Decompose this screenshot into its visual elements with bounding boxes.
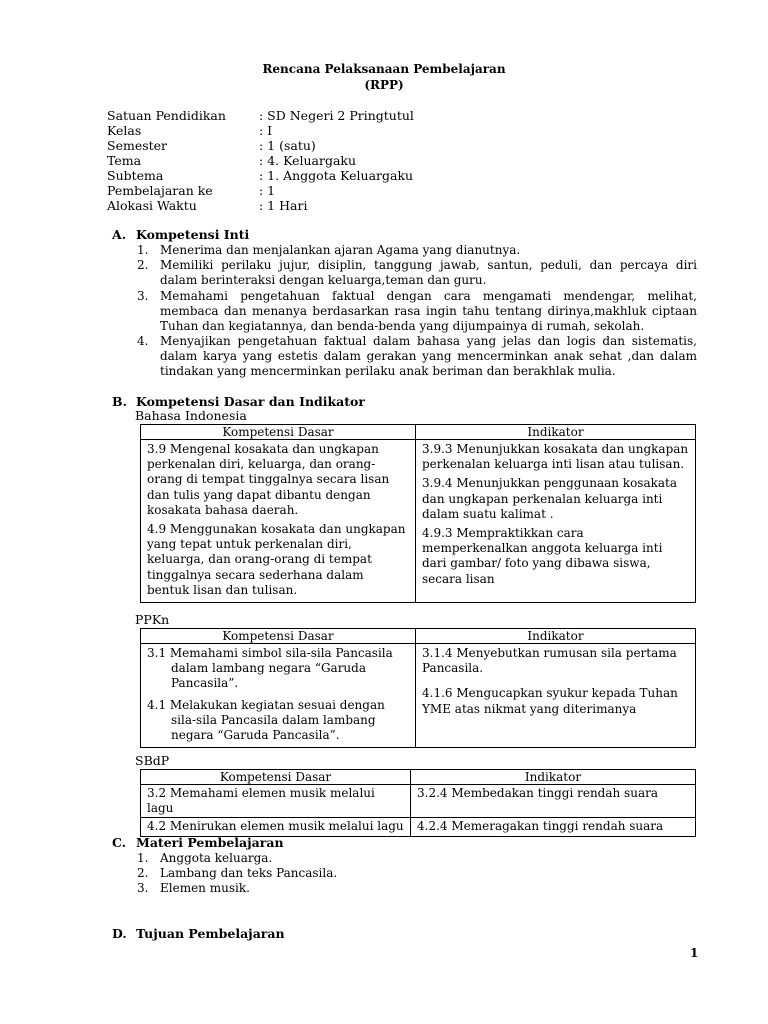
- list-item: [137, 258, 697, 288]
- kd-entry: 4.9 Menggunakan kosakata dan ungkapan yang tepat untuk perkenalan diri, keluarga, dan orang-orang di tempat tinggalnya secara sederhana dalam bentuk lisan dan tulisan.: [147, 522, 406, 597]
- list-item: [137, 243, 697, 258]
- identity-row: [107, 108, 414, 124]
- indikator-entry: 4.1.6 Mengucapkan syukur kepada Tuhan YME atas nikmat yang diterimanya: [422, 686, 678, 716]
- column-header-indikator: Indikator: [416, 629, 696, 644]
- identity-row: [107, 123, 272, 139]
- indikator-entry: 4.9.3 Mempraktikkan cara memperkenalkan anggota keluarga inti dari gambar/ foto yang dibawa siswa, secara lisan: [422, 526, 663, 586]
- identity-value: : 1 Hari: [259, 198, 308, 213]
- kd-table-bahasa-indonesia: [140, 424, 696, 603]
- list-number: 1.: [137, 243, 149, 257]
- identity-row: [107, 183, 275, 199]
- identity-value: : 1 (satu): [259, 138, 316, 153]
- list-item: [137, 866, 697, 881]
- list-item: [137, 881, 697, 896]
- column-header-kd: Kompetensi Dasar: [141, 629, 416, 644]
- page-number: 1: [690, 946, 699, 960]
- kd-entry: 3.1 Memahami simbol sila-sila Pancasila dalam lambang negara “Garuda Pancasila”.: [147, 646, 393, 691]
- identity-label: Satuan Pendidikan: [107, 108, 226, 123]
- identity-row: [107, 168, 413, 184]
- list-text: Anggota keluarga.: [160, 851, 273, 865]
- section-heading-a: [112, 227, 249, 242]
- kd-table-ppkn: [140, 628, 696, 748]
- kd-entry: 4.1 Melakukan kegiatan sesuai dengan sila-sila Pancasila dalam lambang negara “Garuda Pancasila”.: [147, 697, 385, 743]
- identity-value: : 1: [259, 183, 276, 198]
- kd-table-sbdp: [140, 769, 696, 837]
- list-number: 2.: [137, 258, 149, 272]
- section-letter: C.: [112, 835, 127, 850]
- list-item: [137, 289, 697, 335]
- kd-cell: 4.2 Menirukan elemen musik melalui lagu: [141, 818, 411, 836]
- document-title: Rencana Pelaksanaan Pembelajaran: [262, 62, 506, 76]
- table-row: [141, 644, 696, 748]
- identity-label: Kelas: [107, 123, 142, 138]
- kd-cell: [141, 644, 416, 748]
- indikator-cell: 4.2.4 Memeragakan tinggi rendah suara: [411, 818, 696, 836]
- list-text: Memahami pengetahuan faktual dengan cara mengamati mendengar, melihat, membaca dan menanya berdasarkan rasa ingin tahu tentang dirinya,makhluk ciptaan Tuhan dan kegiatannya, dan benda-benda yang dijumpainya di rumah, sekolah.: [160, 289, 697, 334]
- identity-label: Alokasi Waktu: [107, 198, 197, 213]
- list-text: Elemen musik.: [160, 881, 250, 895]
- identity-label: Pembelajaran ke: [107, 183, 213, 198]
- indikator-cell: [416, 644, 696, 748]
- identity-row: [107, 198, 307, 214]
- indikator-entry: 3.9.4 Menunjukkan penggunaan kosakata dan ungkapan perkenalan keluarga inti dalam suatu kalimat .: [422, 476, 678, 521]
- table-row: [141, 440, 696, 603]
- identity-label: Semester: [107, 138, 168, 153]
- identity-row: [107, 153, 356, 169]
- list-text: Memiliki perilaku jujur, disiplin, tanggung jawab, santun, peduli, dan percaya diri dalam berinteraksi dengan keluarga,teman dan guru.: [160, 258, 697, 288]
- indikator-cell: [416, 440, 696, 603]
- section-letter: B.: [112, 394, 127, 409]
- subject-label-ppkn: PPKn: [135, 612, 170, 627]
- indikator-cell: 3.2.4 Membedakan tinggi rendah suara: [411, 785, 696, 818]
- list-item: [137, 851, 697, 866]
- document-subtitle: (RPP): [364, 78, 404, 92]
- kd-entry: 3.9 Mengenal kosakata dan ungkapan perkenalan diri, keluarga, dan orang-orang di tempat tinggalnya secara lisan dan tulis yang dapat dibantu dengan kosakata bahasa daerah.: [147, 442, 390, 517]
- section-heading-b: [112, 394, 365, 409]
- section-heading-c: [112, 835, 284, 850]
- list-item: [137, 334, 697, 380]
- section-title: Materi Pembelajaran: [136, 835, 284, 850]
- table-row: [141, 818, 696, 836]
- list-text: Menyajikan pengetahuan faktual dalam bahasa yang jelas dan logis dan sistematis, dalam karya yang estetis dalam gerakan yang mencerminkan anak sehat ,dan dalam tindakan yang mencerminkan perilaku anak beriman dan berakhlak mulia.: [160, 334, 697, 379]
- table-row: [141, 785, 696, 818]
- indikator-entry: 3.1.4 Menyebutkan rumusan sila pertama Pancasila.: [422, 646, 677, 676]
- column-header-kd: Kompetensi Dasar: [141, 425, 416, 440]
- identity-value: : 1. Anggota Keluargaku: [259, 168, 414, 183]
- column-header-kd: Kompetensi Dasar: [141, 770, 411, 785]
- list-number: 2.: [137, 866, 149, 880]
- subject-label-bahasa-indonesia: Bahasa Indonesia: [135, 408, 247, 423]
- list-text: Lambang dan teks Pancasila.: [160, 866, 338, 880]
- identity-value: : 4. Keluargaku: [259, 153, 357, 168]
- section-title: Kompetensi Dasar dan Indikator: [136, 394, 365, 409]
- kd-cell: 3.2 Memahami elemen musik melalui lagu: [141, 785, 411, 818]
- section-title: Tujuan Pembelajaran: [136, 926, 285, 941]
- list-number: 3.: [137, 881, 149, 895]
- column-header-indikator: Indikator: [416, 425, 696, 440]
- list-number: 4.: [137, 334, 149, 348]
- indikator-entry: 3.9.3 Menunjukkan kosakata dan ungkapan perkenalan keluarga inti lisan atau tulisan.: [422, 442, 689, 472]
- list-number: 3.: [137, 289, 149, 303]
- column-header-indikator: Indikator: [411, 770, 696, 785]
- list-text: Menerima dan menjalankan ajaran Agama yang dianutnya.: [160, 243, 521, 257]
- section-letter: D.: [112, 926, 127, 941]
- list-number: 1.: [137, 851, 149, 865]
- identity-label: Tema: [107, 153, 142, 168]
- subject-label-sbdp: SBdP: [135, 753, 170, 768]
- identity-value: : SD Negeri 2 Pringtutul: [259, 108, 414, 123]
- identity-value: : I: [259, 123, 273, 138]
- section-letter: A.: [112, 227, 127, 242]
- identity-label: Subtema: [107, 168, 164, 183]
- section-heading-d: [112, 926, 285, 941]
- identity-row: [107, 138, 316, 154]
- kd-cell: [141, 440, 416, 603]
- section-title: Kompetensi Inti: [136, 227, 250, 242]
